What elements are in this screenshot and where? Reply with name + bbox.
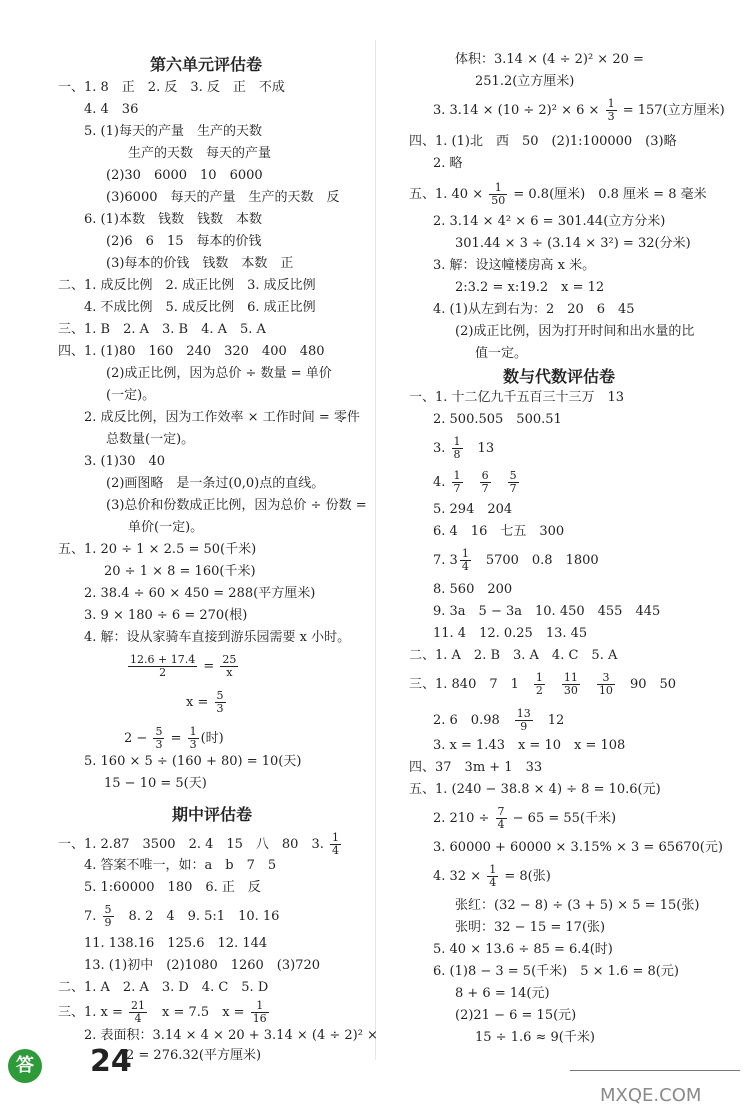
denominator: 4 (489, 876, 497, 889)
fraction (220, 654, 238, 679)
answer-line: 6. 4 16 七五 300 (433, 524, 565, 539)
equation-text: 三、1. x = (58, 1005, 128, 1020)
numerator: 1 (489, 863, 497, 876)
fraction (496, 806, 507, 831)
numerator: 1 (332, 831, 339, 844)
fraction (562, 672, 580, 697)
answer-line: 4. 答案不唯一，如：a b 7 5 (84, 858, 277, 873)
fraction (452, 470, 463, 495)
equation-line (409, 672, 676, 697)
answer-line: 四、37 3m + 1 33 (409, 760, 543, 775)
equation-line (433, 806, 616, 831)
fraction (606, 98, 617, 123)
denominator: 10 (598, 684, 613, 697)
equation-line (58, 1000, 271, 1025)
denominator: 7 (509, 482, 517, 495)
answer-line: 2. 3.14 × 4² × 6 = 301.44(立方分米) (433, 214, 666, 229)
answer-line: 5. 40 × 13.6 ÷ 85 = 6.4(时) (433, 942, 613, 957)
equation-line (433, 98, 725, 123)
fraction (330, 832, 341, 857)
equation-text: 90 50 (616, 677, 677, 692)
equation-line (433, 708, 564, 733)
answer-line: 体积：3.14 × (4 ÷ 2)² × 20 = (455, 52, 644, 67)
section-title-number-algebra: 数与代数评估卷 (503, 367, 616, 386)
numerator: 1 (453, 469, 461, 482)
fraction (128, 654, 197, 679)
answer-line: 五、1. 20 ÷ 1 × 2.5 = 50(千米) (58, 542, 257, 557)
equation-text: x = (186, 695, 213, 710)
answer-line: 2. 38.4 ÷ 60 × 450 = 288(平方厘米) (84, 586, 316, 601)
answer-line: (2)画图略 是一条过(0,0)点的直线。 (106, 476, 325, 491)
watermark: MXQE.COM (600, 1085, 702, 1106)
answer-line: 2. 表面积：3.14 × 4 × 20 + 3.14 × (4 ÷ 2)² × (84, 1028, 378, 1043)
numerator: 3 (597, 672, 615, 685)
answer-line: 单价(一定)。 (128, 520, 204, 535)
denominator: 16 (252, 1012, 267, 1025)
equation-text: = 8(张) (500, 869, 551, 884)
answer-line: 4. 4 36 (84, 102, 139, 117)
numerator: 5 (155, 725, 163, 738)
operator: = (199, 659, 219, 674)
fraction (480, 470, 491, 495)
answer-line: 二、1. 成反比例 2. 成正比例 3. 成反比例 (58, 278, 316, 293)
answer-line: 5. 160 × 5 ÷ (160 + 80) = 10(天) (84, 754, 302, 769)
equation-line (58, 832, 343, 857)
equation-text: 五、1. 40 × (409, 187, 488, 202)
answer-line: 4. (1)从左到右为：2 20 6 45 (433, 302, 635, 317)
answer-line: 3. 解：设这幢楼房高 x 米。 (433, 258, 596, 273)
answer-line: 2. 500.505 500.51 (433, 412, 562, 427)
numerator: 5 (104, 903, 112, 916)
equation-text: 7. (84, 909, 101, 924)
equation-line (409, 182, 707, 207)
numerator: 21 (131, 999, 146, 1012)
answer-line: 20 ÷ 1 × 8 = 160(千米) (104, 564, 256, 579)
answer-line: 三、1. B 2. A 3. B 4. A 5. A (58, 322, 266, 337)
answer-line: 5. (1)每天的产量 生产的天数 (84, 124, 262, 139)
equation-text: 7. 3 (433, 553, 458, 568)
answer-line: 3. x = 1.43 x = 10 x = 108 (433, 738, 626, 753)
answer-line: 251.2(立方厘米) (475, 74, 575, 89)
numerator: 1 (189, 725, 197, 738)
equation-line (186, 690, 228, 715)
answer-line: 四、1. (1)80 160 240 320 400 480 (58, 344, 325, 359)
answer-line: 生产的天数 每天的产量 (128, 146, 272, 161)
equation-text: 2 − (124, 731, 152, 746)
denominator: 4 (461, 560, 469, 573)
footer-rule (570, 1070, 740, 1071)
fraction (515, 708, 533, 733)
answer-line: 值一定。 (475, 346, 528, 361)
numerator: 1 (489, 182, 507, 195)
fraction (153, 726, 164, 751)
answer-line: (3)每本的价钱 钱数 本数 正 (106, 256, 294, 271)
answer-line: 一、1. 十二亿九千五百三十三万 13 (409, 390, 625, 405)
fraction (487, 864, 498, 889)
numerator: 25 (222, 653, 237, 666)
answer-line: 4. 不成比例 5. 成反比例 6. 成正比例 (84, 300, 316, 315)
answer-line: (2)成正比例，因为打开时间和出水量的比 (455, 324, 695, 339)
equation-text: 12 (534, 713, 565, 728)
answer-line: 二、1. A 2. B 3. A 4. C 5. A (409, 648, 618, 663)
answer-line: 8 + 6 = 14(元) (455, 986, 550, 1001)
fraction (508, 470, 519, 495)
answer-line: 4. 解：设从家骑车直接到游乐园需要 x 小时。 (84, 630, 351, 645)
denominator: 4 (134, 1012, 142, 1025)
equation-text: = 157(立方厘米) (618, 103, 725, 118)
denominator: 50 (491, 194, 506, 207)
numerator: 1 (607, 97, 615, 110)
answer-line: 3. 9 × 180 ÷ 6 = 270(根) (84, 608, 248, 623)
denominator: 9 (520, 720, 528, 733)
equation-text: − 65 = 55(千米) (508, 811, 617, 826)
numerator: 7 (497, 805, 505, 818)
fraction (129, 1000, 147, 1025)
answer-line: 15 − 10 = 5(天) (104, 776, 207, 791)
answer-line: 3. (1)30 40 (84, 454, 166, 469)
answer-line: (2)成正比例，因为总价 ÷ 数量 = 单价 (106, 366, 332, 381)
denominator: 7 (481, 482, 489, 495)
fraction (251, 1000, 269, 1025)
answer-line: 11. 4 12. 0.25 13. 45 (433, 626, 588, 641)
answer-line: 5. 1:60000 180 6. 正 反 (84, 880, 261, 895)
answer-line: 2. 成反比例，因为工作效率 × 工作时间 = 零件 (84, 410, 360, 425)
answer-line: (3)总价和份数成正比例，因为总价 ÷ 份数 = (106, 498, 367, 513)
numerator: 12.6 + 17.4 (130, 653, 196, 666)
fraction (534, 672, 545, 697)
answer-line: 一、1. 8 正 2. 反 3. 反 正 不成 (58, 80, 285, 95)
equation-text: = 0.8(厘米) 0.8 厘米 = 8 毫米 (509, 187, 707, 202)
numerator: 11 (563, 671, 578, 684)
equation-text: (时) (200, 731, 224, 746)
answer-line: 15 ÷ 1.6 ≈ 9(千米) (475, 1030, 595, 1045)
answer-line: 2. 略 (433, 156, 463, 171)
equation-line (124, 726, 224, 751)
denominator: 30 (563, 684, 578, 697)
fraction (489, 182, 507, 207)
answer-line: 3. 60000 + 60000 × 3.15% × 3 = 65670(元) (433, 840, 723, 855)
equation-text: 三、1. 840 7 1 (409, 677, 532, 692)
equation-text: 4. 32 × (433, 869, 486, 884)
equation-text: 4. (433, 475, 450, 490)
answer-line: (2)30 6000 10 6000 (106, 168, 263, 183)
answer-line: 6. (1)本数 钱数 钱数 本数 (84, 212, 262, 227)
equation-line (84, 904, 279, 929)
answer-line: 13. (1)初中 (2)1080 1260 (3)720 (84, 958, 321, 973)
denominator: x (226, 666, 233, 679)
column-divider (375, 40, 376, 1060)
answer-line: 8. 560 200 (433, 582, 513, 597)
answer-line: 6. (1)8 − 3 = 5(千米) 5 × 1.6 = 8(元) (433, 964, 679, 979)
numerator: 1 (453, 435, 461, 448)
equation-text: x = 7.5 x = (149, 1005, 249, 1020)
numerator: 1 (251, 1000, 269, 1013)
answer-line: (2)6 6 15 每本的价钱 (106, 234, 262, 249)
fraction (103, 904, 114, 929)
equation-line (433, 436, 494, 461)
answer-line: 301.44 × 3 ÷ (3.14 × 3²) = 32(分米) (455, 236, 691, 251)
answer-line: 2:3.2 = x:19.2 x = 12 (455, 280, 605, 295)
denominator: 3 (155, 738, 163, 751)
numerator: 5 (509, 469, 517, 482)
answer-badge-icon: 答 (8, 1049, 42, 1083)
answer-line: 2 = 276.32(平方厘米) (126, 1048, 262, 1063)
numerator: 13 (516, 707, 531, 720)
equation-line (126, 654, 240, 679)
equation-text: 3. (433, 441, 450, 456)
fraction (215, 690, 226, 715)
answer-line: 五、1. (240 − 38.8 × 4) ÷ 8 = 10.6(元) (409, 782, 661, 797)
fraction (597, 672, 615, 697)
denominator: 2 (159, 666, 167, 679)
denominator: 3 (607, 110, 615, 123)
equation-line (433, 864, 551, 889)
denominator: 4 (332, 844, 339, 857)
fraction (460, 548, 471, 573)
section-title-midterm: 期中评估卷 (172, 805, 253, 824)
denominator: 8 (453, 448, 461, 461)
answer-line: 11. 138.16 125.6 12. 144 (84, 936, 268, 951)
denominator: 3 (216, 702, 224, 715)
section-title-unit6: 第六单元评估卷 (150, 55, 263, 74)
denominator: 9 (104, 916, 112, 929)
numerator: 1 (535, 671, 543, 684)
answer-line: (3)6000 每天的产量 生产的天数 反 (106, 190, 340, 205)
answer-line: 总数量(一定)。 (106, 432, 195, 447)
equation-text: 2. 210 ÷ (433, 811, 494, 826)
answer-badge (8, 1047, 88, 1085)
equation-text: 2. 6 0.98 (433, 713, 513, 728)
equation-text: 3. 3.14 × (10 ÷ 2)² × 6 × (433, 103, 604, 118)
answer-line: 四、1. (1)北 西 50 (2)1:100000 (3)略 (409, 134, 677, 149)
page-number: 24 (90, 1044, 132, 1079)
fraction (452, 436, 463, 461)
answer-line: 9. 3a 5 − 3a 10. 450 455 445 (433, 604, 661, 619)
numerator: 5 (216, 689, 224, 702)
answer-line: 二、1. A 2. A 3. D 4. C 5. D (58, 980, 269, 995)
answer-line: 张红：(32 − 8) ÷ (3 + 5) × 5 = 15(张) (455, 898, 700, 913)
answer-line: (一定)。 (106, 388, 156, 403)
equation-line (433, 470, 521, 495)
denominator: 4 (497, 818, 505, 831)
fraction (188, 726, 199, 751)
answer-line: (2)21 − 6 = 15(元) (455, 1008, 577, 1023)
equation-text: 5700 0.8 1800 (472, 553, 599, 568)
answer-line: 5. 294 204 (433, 502, 513, 517)
numerator: 1 (461, 547, 469, 560)
denominator: 7 (453, 482, 461, 495)
denominator: 3 (189, 738, 197, 751)
equation-text: 8. 2 4 9. 5:1 10. 16 (115, 909, 280, 924)
denominator: 2 (535, 684, 543, 697)
equation-text: 13 (464, 441, 495, 456)
numerator: 6 (481, 469, 489, 482)
answer-line: 张明：32 − 15 = 17(张) (455, 920, 606, 935)
operator: = (166, 731, 186, 746)
equation-text: 一、1. 2.87 3500 2. 4 15 八 80 3. (58, 837, 328, 852)
equation-line (433, 548, 599, 573)
